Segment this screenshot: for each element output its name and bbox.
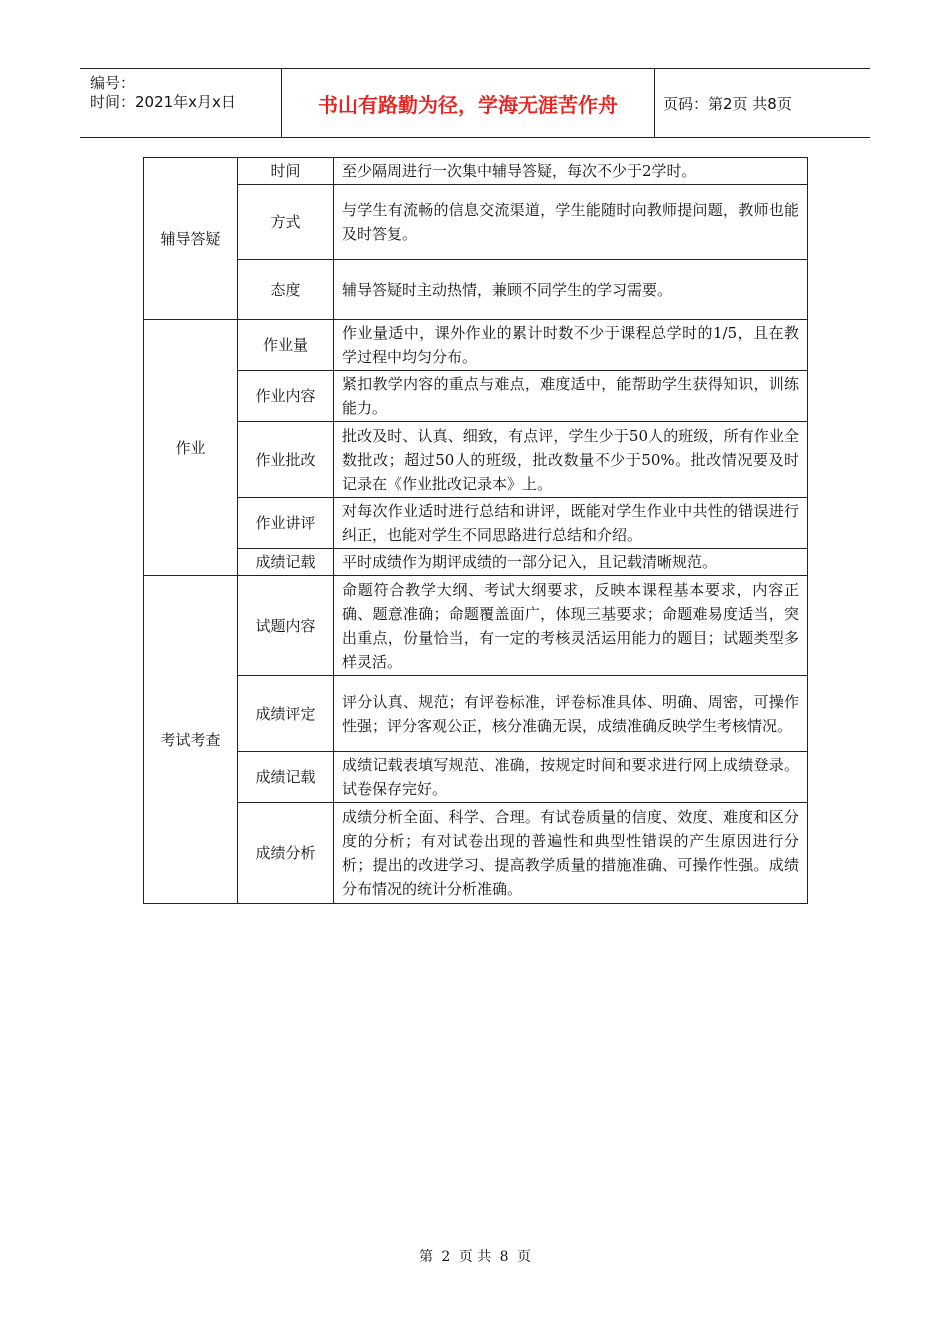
number-label: 编号： bbox=[90, 74, 136, 92]
desc-cell: 辅导答疑时主动热情，兼顾不同学生的学习需要。 bbox=[334, 260, 808, 320]
item-cell: 作业批改 bbox=[238, 422, 334, 498]
footer-mid: 页 共 bbox=[458, 1249, 492, 1265]
desc-cell: 平时成绩作为期评成绩的一部分记入，且记载清晰规范。 bbox=[334, 549, 808, 576]
table-row bbox=[144, 185, 808, 260]
desc-cell: 成绩分析全面、科学、合理。有试卷质量的信度、效度、难度和区分度的分析；有对试卷出现的普遍性和典型性错误的产生原因进行分析；提出的改进学习、提高教学质量的措施准确、可操作性强。成绩分布情况的统计分析准确。 bbox=[334, 803, 808, 904]
footer-prefix: 第 bbox=[418, 1249, 433, 1265]
desc-cell: 命题符合教学大纲、考试大纲要求，反映本课程基本要求，内容正确、题意准确；命题覆盖面广，体现三基要求；命题难易度适当，突出重点，份量恰当，有一定的考核灵活运用能力的题目；试题类型多样灵活。 bbox=[334, 576, 808, 676]
category-cell: 作业 bbox=[144, 320, 238, 576]
table-row bbox=[144, 320, 808, 371]
header-motto-cell bbox=[282, 69, 655, 137]
standards-table bbox=[143, 157, 808, 904]
footer-suffix: 页 bbox=[517, 1249, 532, 1265]
table-row bbox=[144, 371, 808, 422]
desc-cell: 作业量适中，课外作业的累计时数不少于课程总学时的1/5，且在教学过程中均匀分布。 bbox=[334, 320, 808, 371]
header-page-cell bbox=[663, 69, 792, 137]
table-row bbox=[144, 803, 808, 904]
category-cell: 辅导答疑 bbox=[144, 158, 238, 320]
desc-cell: 对每次作业适时进行总结和讲评，既能对学生作业中共性的错误进行纠正，也能对学生不同思路进行总结和介绍。 bbox=[334, 498, 808, 549]
item-cell: 作业量 bbox=[238, 320, 334, 371]
table-row bbox=[144, 260, 808, 320]
desc-cell: 评分认真、规范；有评卷标准，评卷标准具体、明确、周密，可操作性强；评分客观公正，核分准确无误，成绩准确反映学生考核情况。 bbox=[334, 676, 808, 752]
footer-total-pages: 8 bbox=[499, 1249, 509, 1265]
footer-page-number: 2 bbox=[441, 1249, 451, 1265]
table-row bbox=[144, 158, 808, 185]
motto-text: 书山有路勤为径，学海无涯苦作舟 bbox=[318, 92, 618, 117]
item-cell: 成绩记载 bbox=[238, 549, 334, 576]
desc-cell: 批改及时、认真、细致，有点评，学生少于50人的班级，所有作业全数批改；超过50人的班级，批改数量不少于50%。批改情况要及时记录在《作业批改记录本》上。 bbox=[334, 422, 808, 498]
item-cell: 时间 bbox=[238, 158, 334, 185]
table-row bbox=[144, 422, 808, 498]
item-cell: 作业内容 bbox=[238, 371, 334, 422]
table-row bbox=[144, 752, 808, 803]
item-cell: 方式 bbox=[238, 185, 334, 260]
item-cell: 成绩分析 bbox=[238, 803, 334, 904]
page-header bbox=[80, 68, 870, 138]
table-row bbox=[144, 549, 808, 576]
item-cell: 成绩记载 bbox=[238, 752, 334, 803]
item-cell: 成绩评定 bbox=[238, 676, 334, 752]
desc-cell: 与学生有流畅的信息交流渠道，学生能随时向教师提问题，教师也能及时答复。 bbox=[334, 185, 808, 260]
item-cell: 作业讲评 bbox=[238, 498, 334, 549]
desc-cell: 至少隔周进行一次集中辅导答疑，每次不少于2学时。 bbox=[334, 158, 808, 185]
time-label: 时间：2021年x月x日 bbox=[90, 93, 236, 111]
item-cell: 态度 bbox=[238, 260, 334, 320]
desc-cell: 成绩记载表填写规范、准确，按规定时间和要求进行网上成绩登录。试卷保存完好。 bbox=[334, 752, 808, 803]
table-row bbox=[144, 498, 808, 549]
item-cell: 试题内容 bbox=[238, 576, 334, 676]
page-footer bbox=[0, 1246, 950, 1266]
table-row bbox=[144, 676, 808, 752]
header-info-cell bbox=[80, 69, 282, 137]
table-row bbox=[144, 576, 808, 676]
desc-cell: 紧扣教学内容的重点与难点，难度适中，能帮助学生获得知识，训练能力。 bbox=[334, 371, 808, 422]
page-label: 页码：第2页 共8页 bbox=[663, 94, 792, 113]
category-cell: 考试考查 bbox=[144, 576, 238, 904]
